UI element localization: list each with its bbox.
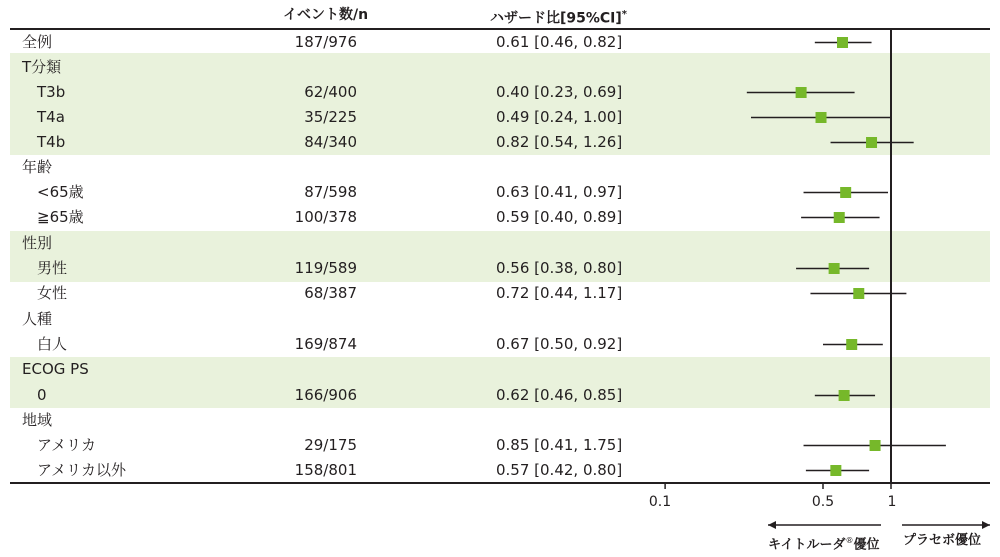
table-row xyxy=(0,281,1000,306)
events-cell: 35/225 xyxy=(304,108,357,126)
favors-placebo-arrow xyxy=(902,521,990,529)
hazard-ratio-cell: 0.85 [0.41, 1.75] xyxy=(496,436,623,454)
group-label: 地域 xyxy=(22,411,53,429)
events-column-header: イベント数/n xyxy=(283,7,369,23)
subgroup-label: アメリカ以外 xyxy=(37,461,126,479)
group-label: ECOG PS xyxy=(22,360,89,378)
events-cell: 119/589 xyxy=(294,259,357,277)
table-row xyxy=(0,408,1000,433)
subgroup-label: 男性 xyxy=(37,259,68,277)
events-cell: 87/598 xyxy=(304,183,357,201)
table-row xyxy=(0,205,1000,230)
subgroup-label: T4b xyxy=(37,133,66,151)
registered-mark: ® xyxy=(845,536,854,545)
hazard-ratio-cell: 0.61 [0.46, 0.82] xyxy=(496,33,623,51)
favors-keytruda-text: キイトルーダ xyxy=(768,537,846,553)
events-cell: 68/387 xyxy=(304,284,357,302)
table-row xyxy=(0,332,1000,357)
events-cell: 166/906 xyxy=(294,386,357,404)
events-cell: 187/976 xyxy=(294,33,357,51)
events-cell: 29/175 xyxy=(304,436,357,454)
subgroup-label: ≧65歳 xyxy=(37,208,84,226)
hr-column-header-text: ハザード比[95%CI] xyxy=(490,10,622,27)
subgroup-label: T3b xyxy=(37,83,66,101)
subgroup-label: T4a xyxy=(37,108,65,126)
table-row xyxy=(0,55,1000,80)
table-row xyxy=(0,256,1000,281)
events-cell: 158/801 xyxy=(294,461,357,479)
subgroup-label: <65歳 xyxy=(37,183,84,201)
hazard-ratio-cell: 0.72 [0.44, 1.17] xyxy=(496,284,623,302)
events-cell: 169/874 xyxy=(294,335,357,353)
hazard-ratio-cell: 0.57 [0.42, 0.80] xyxy=(496,461,623,479)
events-cell: 84/340 xyxy=(304,133,357,151)
hazard-ratio-cell: 0.49 [0.24, 1.00] xyxy=(496,108,623,126)
subgroup-label: 白人 xyxy=(37,335,68,353)
group-label: 人種 xyxy=(22,310,53,328)
favors-placebo-label: プラセボ優位 xyxy=(903,533,982,548)
x-tick-0-1: 0.1 xyxy=(648,494,672,510)
table-row xyxy=(0,30,1000,55)
hazard-ratio-cell: 0.40 [0.23, 0.69] xyxy=(496,83,623,101)
group-label: 年齢 xyxy=(22,158,53,176)
table-row xyxy=(0,130,1000,155)
hazard-ratio-cell: 0.62 [0.46, 0.85] xyxy=(496,386,623,404)
table-row xyxy=(0,357,1000,382)
x-tick-1: 1 xyxy=(887,494,897,510)
table-row xyxy=(0,105,1000,130)
x-tick-0-5: 0.5 xyxy=(811,494,835,510)
hazard-ratio-cell: 0.63 [0.41, 0.97] xyxy=(496,183,623,201)
hazard-ratio-cell: 0.82 [0.54, 1.26] xyxy=(496,133,623,151)
favors-keytruda-label xyxy=(768,532,880,554)
events-cell: 100/378 xyxy=(294,208,357,226)
hr-column-header-mark: * xyxy=(621,9,628,20)
favors-keytruda-arrow xyxy=(768,521,881,529)
subgroup-label: 0 xyxy=(37,386,47,404)
table-row xyxy=(0,80,1000,105)
table-row xyxy=(0,458,1000,483)
group-label: 性別 xyxy=(22,234,53,252)
table-row xyxy=(0,155,1000,180)
table-row xyxy=(0,433,1000,458)
group-label: T分類 xyxy=(22,58,62,76)
table-row xyxy=(0,383,1000,408)
hazard-ratio-cell: 0.56 [0.38, 0.80] xyxy=(496,259,623,277)
table-row xyxy=(0,231,1000,256)
hr-column-header xyxy=(490,5,627,29)
subgroup-label: 女性 xyxy=(37,284,68,302)
table-row xyxy=(0,307,1000,332)
events-cell: 62/400 xyxy=(304,83,357,101)
table-row xyxy=(0,180,1000,205)
subgroup-label: アメリカ xyxy=(37,436,96,454)
hazard-ratio-cell: 0.67 [0.50, 0.92] xyxy=(496,335,623,353)
hazard-ratio-cell: 0.59 [0.40, 0.89] xyxy=(496,208,623,226)
subgroup-label: 全例 xyxy=(22,33,53,51)
favors-keytruda-suffix: 優位 xyxy=(853,537,880,553)
